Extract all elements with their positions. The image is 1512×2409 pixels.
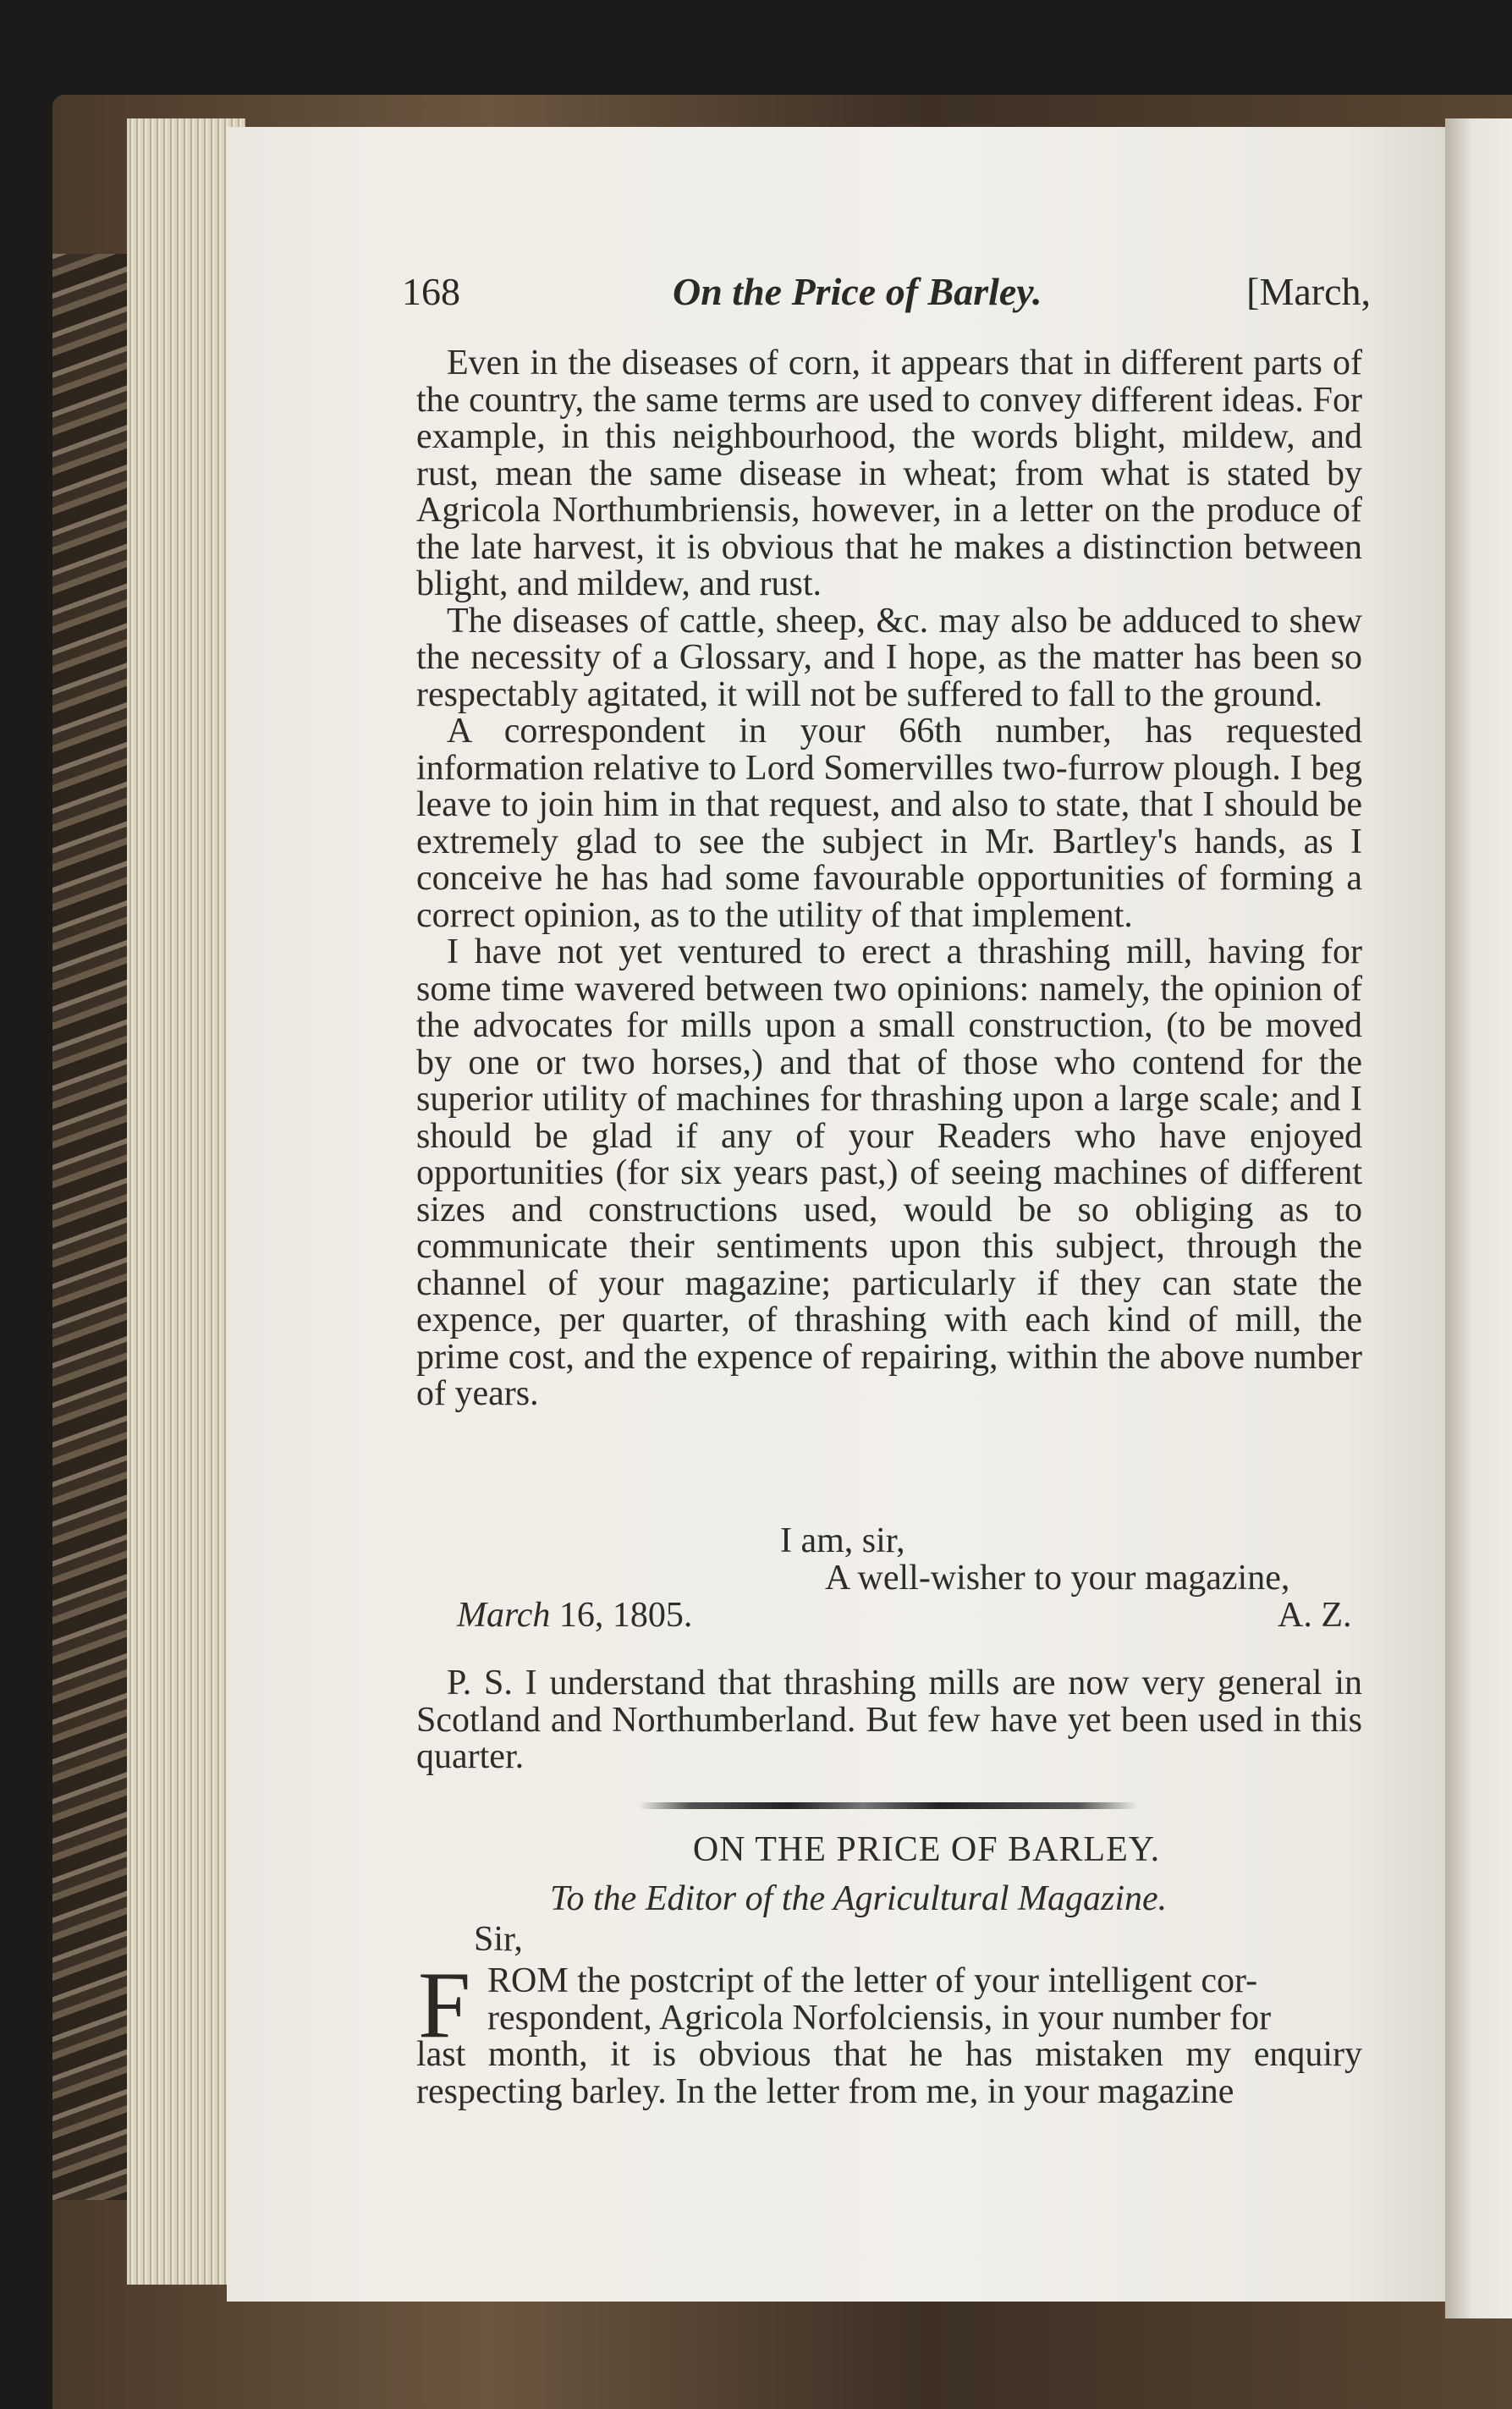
body-line: respondent, Agricola Norfolciensis, in your number for [487, 1998, 1272, 2038]
facing-page-edge [1445, 118, 1512, 2318]
paragraph: A correspondent in your 66th number, has requested information relative to Lord Somervilles two-furrow plough. I beg leave to join him in that request, and also to state, that I should be extremely glad to see the subject in Mr. Bartley's hands, as I conceive he has had some favourable opportunities of forming a correct opinion, as to the utility of that implement. [416, 712, 1362, 935]
article-body [416, 1953, 1362, 2111]
section-rule [639, 1802, 1138, 1809]
date-rest: 16, 1805. [550, 1596, 693, 1635]
drop-cap: F [418, 1953, 471, 2058]
body-line: ROM the postcript of the letter of your intelligent cor- [487, 1961, 1258, 2000]
signature-initials: A. Z. [1278, 1596, 1352, 1635]
article-subtitle: To the Editor of the Agricultural Magazine. [550, 1879, 1168, 1918]
running-title: On the Price of Barley. [673, 270, 1042, 313]
running-month: [March, [1246, 270, 1371, 313]
salutation: Sir, [474, 1920, 523, 1959]
postscript: P. S. I understand that thrashing mills are now very general in Scotland and Northumberland. But few have yet been used in this quarter. [416, 1664, 1362, 1776]
marbled-edge [52, 254, 133, 2200]
letter-body [416, 345, 1362, 1413]
closing-line-2: A well-wisher to your magazine, [825, 1559, 1290, 1598]
closing-line-1: I am, sir, [780, 1521, 905, 1560]
running-header [402, 269, 1371, 323]
paragraph: I have not yet ventured to erect a thrashing mill, having for some time wavered between two opinions: namely, the opinion of the advocates for mills upon a small construction, (to be moved by one or two horses,) and that of those who contend for the superior utility of machines for thrashing upon a large scale; and I should be glad if any of your Readers who have enjoyed opportunities (for six years past,) of seeing machines of different sizes and constructions used, would be so obliging as to communicate their sentiments upon this subject, through the channel of your magazine; particularly if they can state the expence, per quarter, of thrashing with each kind of mill, the prime cost, and the expence of repairing, within the above number of years. [416, 932, 1362, 1413]
date-month: March [457, 1596, 551, 1635]
letter-date [457, 1595, 692, 1636]
article-title: ON THE PRICE OF BARLEY. [692, 1830, 1161, 1869]
page-number: 168 [402, 270, 460, 313]
paragraph: The diseases of cattle, sheep, &c. may also be adduced to shew the necessity of a Glossary, and I hope, as the matter has been so respectably agitated, it will not be suffered to fall to the ground. [416, 601, 1362, 714]
paragraph: Even in the diseases of corn, it appears that in different parts of the country, the same terms are used to convey different ideas. For example, in this neighbourhood, the words blight, mildew, and rust, mean the same disease in wheat; from what is stated by Agricola Northumbriensis, however, in a letter on the produce of the late harvest, it is obvious that he makes a distinction between blight, and mildew, and rust. [416, 344, 1362, 603]
body-text: last month, it is obvious that he has mistaken my enquiry respecting barley. In the letter from me, in your magazine [416, 2035, 1362, 2111]
